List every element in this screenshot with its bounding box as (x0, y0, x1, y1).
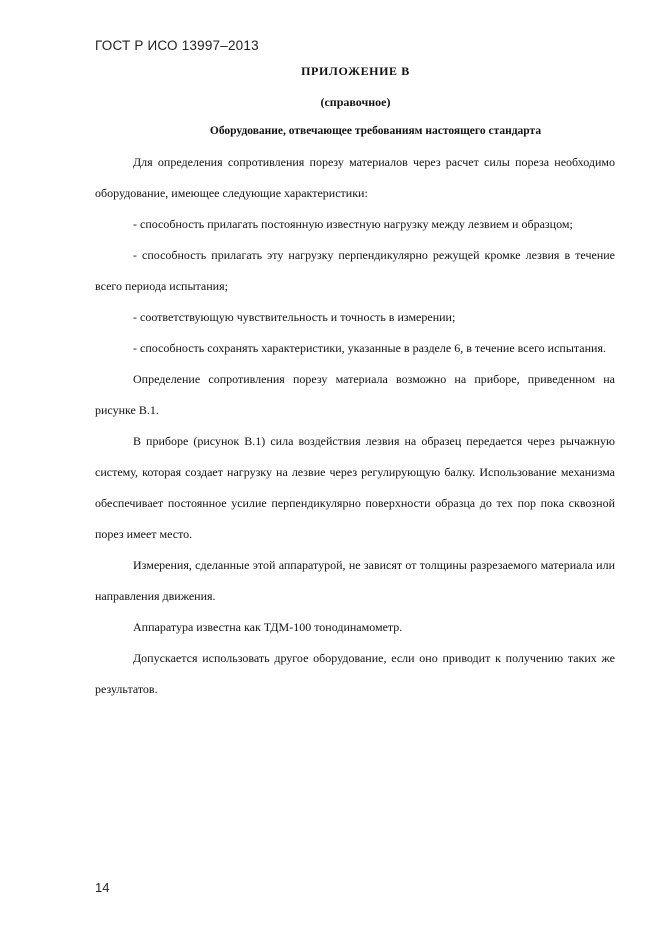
paragraph-list-item: - способность сохранять характеристики, указанные в разделе 6, в течение всего испытания. (133, 341, 606, 355)
annex-title: ПРИЛОЖЕНИЕ В (301, 64, 410, 78)
paragraph-alternative: Допускается использовать другое оборудование, если оно приводит к получению таких же результатов. (95, 651, 615, 696)
paragraph-apparatus: Аппаратура известна как ТДМ-100 тонодинамометр. (133, 620, 403, 634)
annex-heading: Оборудование, отвечающее требованиям настоящего стандарта (209, 125, 542, 137)
paragraph-measurements: Измерения, сделанные этой аппаратурой, не зависят от толщины разрезаемого материала или направления движения. (95, 558, 615, 603)
annex-subtitle: (справочное) (320, 95, 391, 109)
paragraph-device: Определение сопротивления порезу материала возможно на приборе, приведенном на рисунке В.1. (95, 372, 615, 417)
annex-body (95, 147, 615, 705)
paragraph-list-item: - соответствующую чувствительность и точность в измерении; (133, 310, 456, 324)
paragraph-mechanism: В приборе (рисунок В.1) сила воздействия лезвия на образец передается через рычажную систему, которая создает нагрузку на лезвие через регулирующую балку. Использование механизма обеспечивает постоянное усилие перпендикулярно поверхности образца до тех пор пока сквозной порез имеет место. (95, 434, 615, 541)
document-header: ГОСТ Р ИСО 13997–2013 (95, 38, 259, 53)
page-number: 14 (95, 880, 110, 895)
paragraph-list-item: - способность прилагать эту нагрузку перпендикулярно режущей кромке лезвия в течение всего периода испытания; (95, 248, 615, 293)
paragraph-intro: Для определения сопротивления порезу материалов через расчет силы пореза необходимо оборудование, имеющее следующие характеристики: (95, 155, 615, 200)
paragraph-list-item: - способность прилагать постоянную известную нагрузку между лезвием и образцом; (133, 217, 573, 231)
